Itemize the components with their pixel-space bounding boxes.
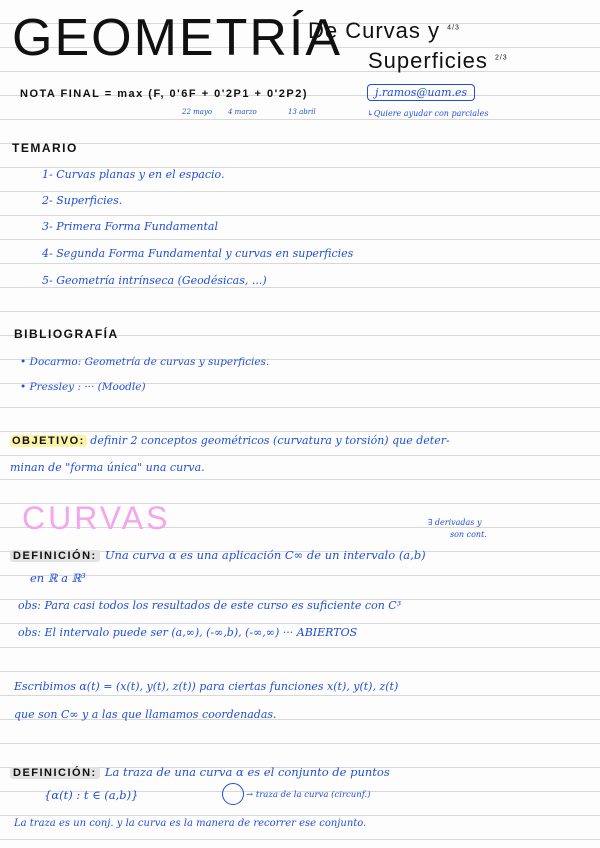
traza-note: → traza de la curva (circunf.) — [246, 790, 371, 800]
subtitle-line-1 — [308, 18, 460, 44]
subtitle-text-2: Superficies — [368, 48, 488, 73]
subtitle-line-2 — [368, 48, 508, 74]
objetivo-text-1: definir 2 conceptos geométricos (curvatura y torsión) que deter- — [90, 434, 450, 447]
bibliografia-heading: BIBLIOGRAFÍA — [14, 327, 119, 341]
temario-item: 3- Primera Forma Fundamental — [42, 220, 218, 233]
def2-text-2: {α(t) : t ∈ (a,b)} — [44, 788, 139, 802]
biblio-item: • Docarmo: Geometría de curvas y superficies. — [20, 356, 270, 368]
page-title: GEOMETRÍA — [12, 9, 343, 67]
deriv-note-1: ∃ derivadas y — [428, 518, 482, 527]
date-p3: 13 abril — [288, 108, 316, 116]
temario-item: 4- Segunda Forma Fundamental y curvas en superficies — [42, 247, 354, 260]
objetivo-text-2: minan de "forma única" una curva. — [10, 461, 205, 474]
obs-2: obs: El intervalo puede ser (a,∞), (-∞,b), (-∞,∞) ··· ABIERTOS — [18, 626, 358, 639]
obs-1: obs: Para casi todos los resultados de este curso es suficiente con C³ — [18, 599, 402, 612]
temario-item: 2- Superficies. — [42, 194, 123, 207]
def2-line-1 — [10, 761, 390, 780]
def1-line-1 — [10, 544, 426, 563]
date-p1: 22 mayo — [182, 108, 213, 116]
biblio-item: • Pressley : ··· (Moodle) — [20, 381, 146, 393]
fraction-bottom: 2/3 — [494, 54, 508, 62]
fraction-top: 4/3 — [447, 24, 460, 32]
objetivo-line-1 — [10, 434, 450, 447]
def2-label: DEFINICIÓN: — [10, 767, 100, 779]
deriv-note-2: son cont. — [450, 530, 487, 539]
def1-label: DEFINICIÓN: — [10, 550, 100, 562]
def1-text-2: en ℝ a ℝ³ — [30, 571, 86, 585]
temario-item: 5- Geometría intrínseca (Geodésicas, ...) — [42, 274, 267, 287]
escribimos-line-2: que son C∞ y a las que llamamos coordenadas. — [14, 708, 277, 721]
escribimos-line-1: Escribimos α(t) = (x(t), y(t), z(t)) para ciertas funciones x(t), y(t), z(t) — [14, 680, 399, 693]
def1-text-1: Una curva α es una aplicación C∞ de un intervalo (a,b) — [104, 548, 426, 562]
email-note: ↳Quiere ayudar con parciales — [367, 109, 489, 118]
objetivo-label: OBJETIVO: — [12, 435, 85, 447]
def2-text-3: La traza es un conj. y la curva es la manera de recorrer ese conjunto. — [14, 818, 367, 829]
nota-formula: NOTA FINAL = max (F, 0'6F + 0'2P1 + 0'2P2) — [20, 88, 308, 100]
temario-item: 1- Curvas planas y en el espacio. — [42, 168, 225, 181]
temario-heading: TEMARIO — [12, 141, 78, 155]
curvas-title: CURVAS — [22, 500, 171, 536]
email-address[interactable]: j.ramos@uam.es — [367, 84, 475, 101]
subtitle-text-1: De Curvas y — [308, 18, 441, 43]
def2-text-1: La traza de una curva α es el conjunto de puntos — [104, 765, 390, 779]
date-p2: 4 marzo — [228, 108, 257, 116]
circle-icon — [222, 783, 244, 805]
